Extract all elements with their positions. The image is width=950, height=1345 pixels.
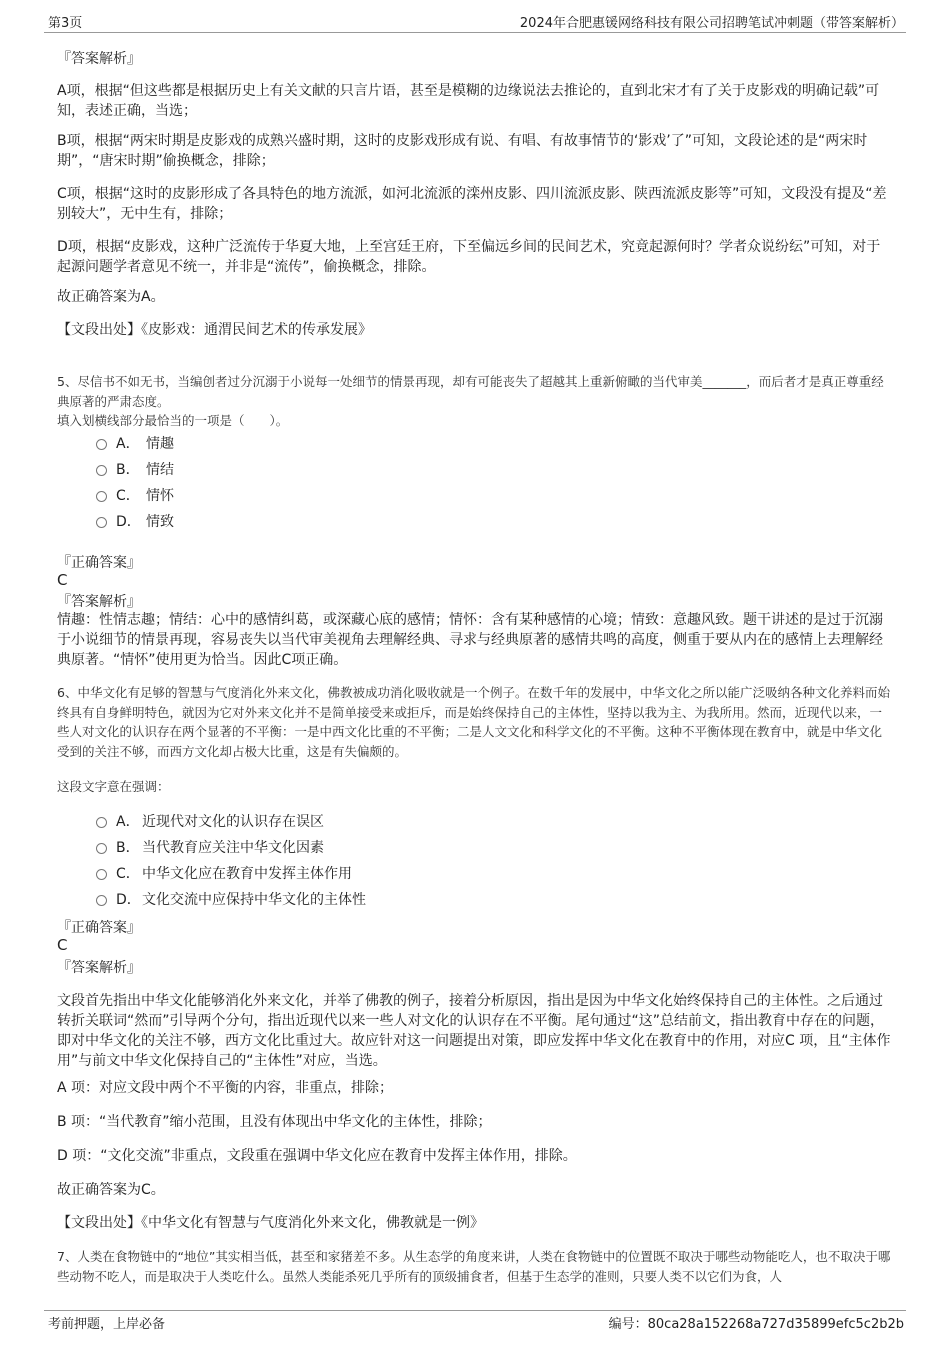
q6-option-b[interactable] bbox=[96, 838, 324, 858]
option-text: 文化交流中应保持中华文化的主体性 bbox=[142, 892, 366, 908]
radio-icon[interactable] bbox=[96, 817, 107, 828]
q6-analysis-a: A 项：对应文段中两个不平衡的内容，非重点，排除； bbox=[57, 1080, 394, 1096]
option-text: 当代教育应关注中华文化因素 bbox=[142, 840, 324, 856]
code-value: 80ca28a152268a727d35899efc5c2b2b bbox=[647, 1317, 904, 1332]
q5-option-b[interactable] bbox=[96, 460, 174, 480]
q6-source: 【文段出处】《中华文化有智慧与气度消化外来文化，佛教就是一例》 bbox=[57, 1215, 484, 1231]
q6-analysis: 文段首先指出中华文化能够消化外来文化，并举了佛教的例子，接着分析原因，指出是因为中华文化始终保持自己的主体性。之后通过转折关联词“然而”引导两个分句，指出近现代以来一些人对文化的认识存在不平衡。尾句通过“这”总结前文，指出教育中存在的问题，即对中华文化的关注不够，西方文化比重过大。故应针对这一问题提出对策，即应发挥中华文化在教育中的作用，对应C 项，且“主体作用”与前文中华文化保持自己的“主体性”对应，当选。 bbox=[57, 993, 891, 1069]
code-label: 编号： bbox=[608, 1317, 648, 1332]
q4-analysis-a: A项，根据“但这些都是根据历史上有关文献的只言片语，甚至是模糊的边缘说法去推论的，直到北宋才有了关于皮影戏的明确记载”可知，表述正确，当选； bbox=[57, 83, 880, 119]
option-text: 中华文化应在教育中发挥主体作用 bbox=[142, 866, 352, 882]
radio-icon[interactable] bbox=[96, 843, 107, 854]
q4-analysis-heading: 『答案解析』 bbox=[57, 51, 141, 67]
footer-divider bbox=[44, 1310, 906, 1311]
q4-analysis-c: C项，根据“这时的皮影形成了各具特色的地方流派，如河北流派的滦州皮影、四川流派皮影、陕西流派皮影等”可知，文段没有提及“差别较大”，无中生有，排除； bbox=[57, 186, 887, 222]
q5-option-a[interactable] bbox=[96, 434, 174, 454]
q6-answer: C bbox=[57, 936, 68, 954]
radio-icon[interactable] bbox=[96, 491, 107, 502]
q4-source: 【文段出处】《皮影戏：通渭民间艺术的传承发展》 bbox=[57, 322, 372, 338]
q5-analysis-heading: 『答案解析』 bbox=[57, 594, 141, 610]
radio-icon[interactable] bbox=[96, 465, 107, 476]
q4-analysis-b: B项，根据“两宋时期是皮影戏的成熟兴盛时期，这时的皮影戏形成有说、有唱、有故事情节的‘影戏’了”可知，文段论述的是“两宋时期”，“唐宋时期”偷换概念，排除； bbox=[57, 133, 868, 169]
page-number: 第3页 bbox=[48, 16, 83, 31]
q5-correct-heading: 『正确答案』 bbox=[57, 555, 141, 571]
page-header bbox=[48, 8, 904, 30]
option-label: C． bbox=[116, 488, 140, 504]
option-label: D． bbox=[116, 892, 141, 908]
option-label: B． bbox=[116, 840, 140, 856]
radio-icon[interactable] bbox=[96, 869, 107, 880]
q6-correct-heading: 『正确答案』 bbox=[57, 920, 141, 936]
footer-slogan: 考前押题，上岸必备 bbox=[48, 1317, 166, 1332]
option-text: 情趣 bbox=[146, 436, 174, 452]
q6-option-c[interactable] bbox=[96, 864, 352, 884]
q6-analysis-heading: 『答案解析』 bbox=[57, 960, 141, 976]
radio-icon[interactable] bbox=[96, 439, 107, 450]
option-text: 情结 bbox=[146, 462, 174, 478]
document-code bbox=[609, 1313, 904, 1332]
header-divider bbox=[44, 32, 906, 33]
q4-analysis-d: D项，根据“皮影戏，这种广泛流传于华夏大地，上至宫廷王府，下至偏远乡间的民间艺术，究竟起源何时？学者众说纷纭”可知，对于起源问题学者意见不统一，并非是“流传”，偷换概念，排除。 bbox=[57, 239, 881, 275]
q5-option-d[interactable] bbox=[96, 512, 174, 532]
option-text: 近现代对文化的认识存在误区 bbox=[142, 814, 324, 830]
q6-conclusion: 故正确答案为C。 bbox=[57, 1182, 165, 1198]
option-label: D． bbox=[116, 514, 141, 530]
q5-option-c[interactable] bbox=[96, 486, 174, 506]
q6-option-a[interactable] bbox=[96, 812, 324, 832]
q5-stem: 5、尽信书不如无书，当编创者过分沉溺于小说每一处细节的情景再现，却有可能丧失了超越其上重新俯瞰的当代审美_______，而后者才是真正尊重经典原著的严肃态度。 bbox=[57, 374, 884, 409]
q6-prompt: 这段文字意在强调： bbox=[57, 779, 170, 794]
radio-icon[interactable] bbox=[96, 517, 107, 528]
option-text: 情致 bbox=[146, 514, 174, 530]
q4-conclusion: 故正确答案为A。 bbox=[57, 289, 165, 305]
q6-stem: 6、中华文化有足够的智慧与气度消化外来文化，佛教被成功消化吸收就是一个例子。在数千年的发展中，中华文化之所以能广泛吸纳各种文化养料而始终具有自身鲜明特色，就因为它对外来文化并不是简单接受来或拒斥，而是始终保持自己的主体性，坚持以我为主、为我所用。然而，近现代以来，一些人对文化的认识存在两个显著的不平衡：一是中西文化比重的不平衡；二是人文文化和科学文化的不平衡。这种不平衡体现在教育中，就是中华文化受到的关注不够，而西方文化却占极大比重，这是有失偏颇的。 bbox=[57, 685, 890, 759]
q5-answer: C bbox=[57, 571, 68, 589]
q6-analysis-b: B 项：“当代教育”缩小范围，且没有体现出中华文化的主体性，排除； bbox=[57, 1114, 492, 1130]
q7-stem: 7、人类在食物链中的“地位”其实相当低，甚至和家猪差不多。从生态学的角度来讲，人类在食物链中的位置既不取决于哪些动物能吃人，也不取决于哪些动物不吃人，而是取决于人类吃什么。虽然人类能杀死几乎所有的顶级捕食者，但基于生态学的准则，只要人类不以它们为食，人 bbox=[57, 1249, 891, 1284]
option-label: A． bbox=[116, 436, 140, 452]
q6-option-d[interactable] bbox=[96, 890, 366, 910]
option-label: A． bbox=[116, 814, 140, 830]
q5-prompt: 填入划横线部分最恰当的一项是（ ）。 bbox=[57, 413, 289, 428]
option-text: 情怀 bbox=[146, 488, 174, 504]
option-label: B． bbox=[116, 462, 140, 478]
document-title: 2024年合肥惠锾网络科技有限公司招聘笔试冲刺题（带答案解析） bbox=[519, 16, 904, 31]
q6-analysis-d: D 项：“文化交流”非重点，文段重在强调中华文化应在教育中发挥主体作用，排除。 bbox=[57, 1148, 577, 1164]
option-label: C． bbox=[116, 866, 140, 882]
q5-analysis: 情趣：性情志趣；情结：心中的感情纠葛，或深藏心底的感情；情怀：含有某种感情的心境；情致：意趣风致。题干讲述的是过于沉溺于小说细节的情景再现，容易丧失以当代审美视角去理解经典、寻求与经典原著的感情共鸣的高度，侧重于要从内在的感情上去理解经典原著。“情怀”使用更为恰当。因此C项正确。 bbox=[57, 612, 883, 668]
radio-icon[interactable] bbox=[96, 895, 107, 906]
